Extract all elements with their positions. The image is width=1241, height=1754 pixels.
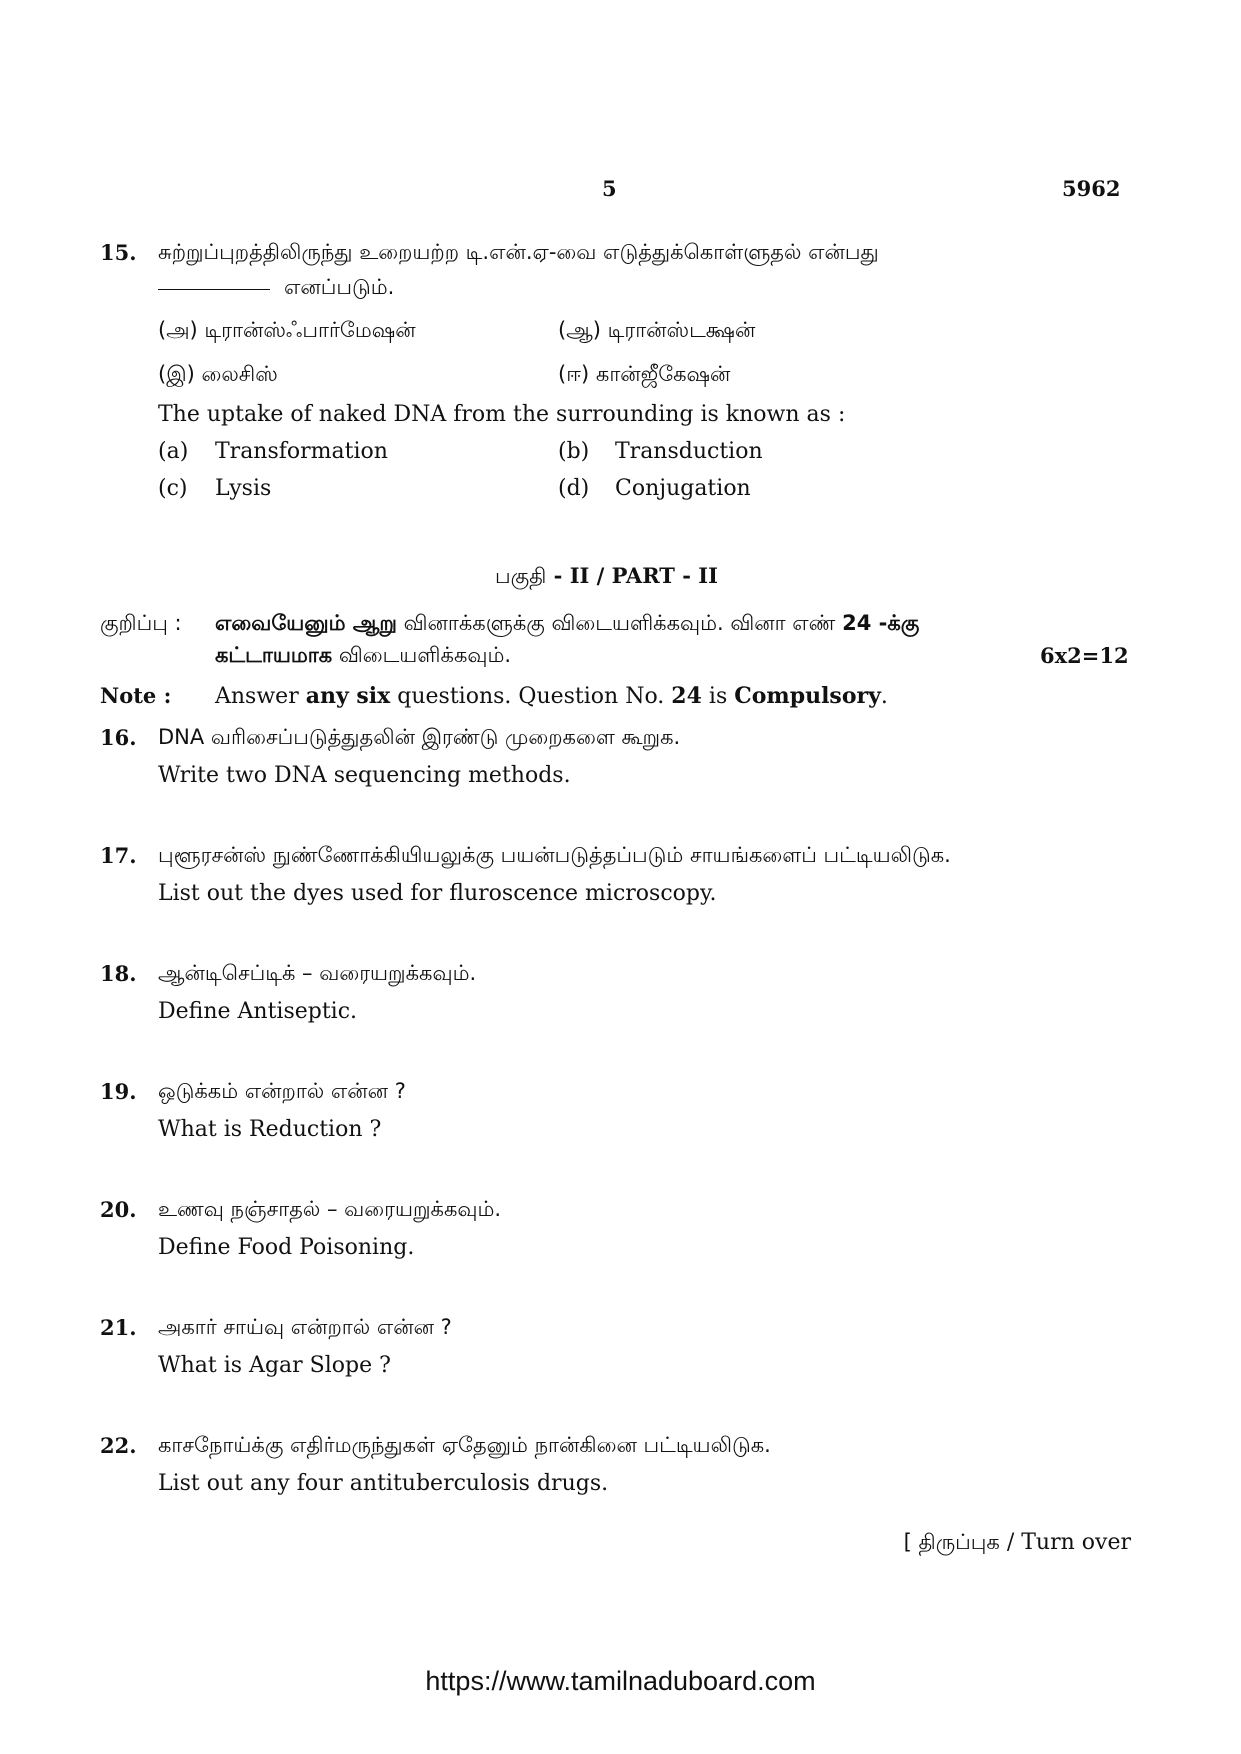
question-number: 15. (100, 240, 137, 265)
turn-over: [ திருப்புக / Turn over (903, 1530, 1131, 1555)
question-tamil-line2: எனப்படும். (158, 275, 394, 302)
question-number: 20. (100, 1197, 137, 1222)
note-tamil-line2: கட்டாயமாக விடையளிக்கவும். (215, 643, 512, 667)
question-number: 22. (100, 1433, 137, 1458)
question-tamil: DNA வரிசைப்படுத்துதலின் இரண்டு முறைகளை கூறுக. (158, 725, 681, 749)
question-english: List out the dyes used for fluroscence microscopy. (158, 881, 717, 906)
part-title: பகுதி - II / PART - II (495, 563, 718, 588)
question-tamil: புளூரசன்ஸ் நுண்ணோக்கியியலுக்கு பயன்படுத்தப்படும் சாயங்களைப் பட்டியலிடுக. (158, 843, 951, 867)
question-number: 17. (100, 843, 137, 868)
option-label-d: (d) (558, 476, 590, 501)
answer-blank (158, 289, 270, 290)
option-tamil-c: (இ) லைசிஸ் (158, 362, 278, 386)
option-tamil-b: (ஆ) டிரான்ஸ்டக்ஷன் (558, 318, 756, 342)
option-text-d: Conjugation (615, 476, 751, 501)
question-english: What is Agar Slope ? (158, 1353, 391, 1378)
question-tamil: ஒடுக்கம் என்றால் என்ன ? (158, 1079, 406, 1103)
option-label-b: (b) (558, 439, 590, 464)
question-english: The uptake of naked DNA from the surrounding is known as : (158, 402, 846, 427)
question-english: Define Antiseptic. (158, 999, 358, 1024)
website-url: https://www.tamilnaduboard.com (425, 1666, 816, 1696)
question-english: Write two DNA sequencing methods. (158, 763, 571, 788)
question-number: 16. (100, 725, 137, 750)
paper-code: 5962 (1062, 176, 1121, 201)
question-tamil: சுற்றுப்புறத்திலிருந்து உறையற்ற டி.என்.ஏ-வை எடுத்துக்கொள்ளுதல் என்பது (158, 240, 879, 264)
option-tamil-a: (அ) டிரான்ஸ்ஃபார்மேஷன் (158, 318, 416, 342)
page-number: 5 (602, 176, 617, 201)
option-text-c: Lysis (215, 476, 272, 501)
question-number: 21. (100, 1315, 137, 1340)
marks: 6x2=12 (1040, 643, 1129, 668)
note-english-label: Note : (100, 683, 172, 708)
question-english: What is Reduction ? (158, 1117, 382, 1142)
option-label-a: (a) (158, 439, 189, 464)
question-english: Define Food Poisoning. (158, 1235, 415, 1260)
option-tamil-d: (ஈ) கான்ஜீகேஷன் (558, 362, 731, 386)
note-english: Answer any six questions. Question No. 24 is Compulsory. (215, 683, 888, 709)
option-text-a: Transformation (215, 439, 388, 464)
note-tamil-line1: எவையேனும் ஆறு வினாக்களுக்கு விடையளிக்கவும். வினா எண் 24 -க்கு (215, 611, 920, 635)
option-label-c: (c) (158, 476, 188, 501)
question-tamil: உணவு நஞ்சாதல் – வரையறுக்கவும். (158, 1197, 502, 1221)
question-number: 18. (100, 961, 137, 986)
question-tamil: அகார் சாய்வு என்றால் என்ன ? (158, 1315, 452, 1339)
note-tamil-label: குறிப்பு : (100, 611, 182, 635)
question-number: 19. (100, 1079, 137, 1104)
question-english: List out any four antituberculosis drugs. (158, 1471, 609, 1496)
question-tamil: காசநோய்க்கு எதிர்மருந்துகள் ஏதேனும் நான்கினை பட்டியலிடுக. (158, 1433, 771, 1457)
option-text-b: Transduction (615, 439, 763, 464)
question-tamil: ஆன்டிசெப்டிக் – வரையறுக்கவும். (158, 961, 477, 985)
